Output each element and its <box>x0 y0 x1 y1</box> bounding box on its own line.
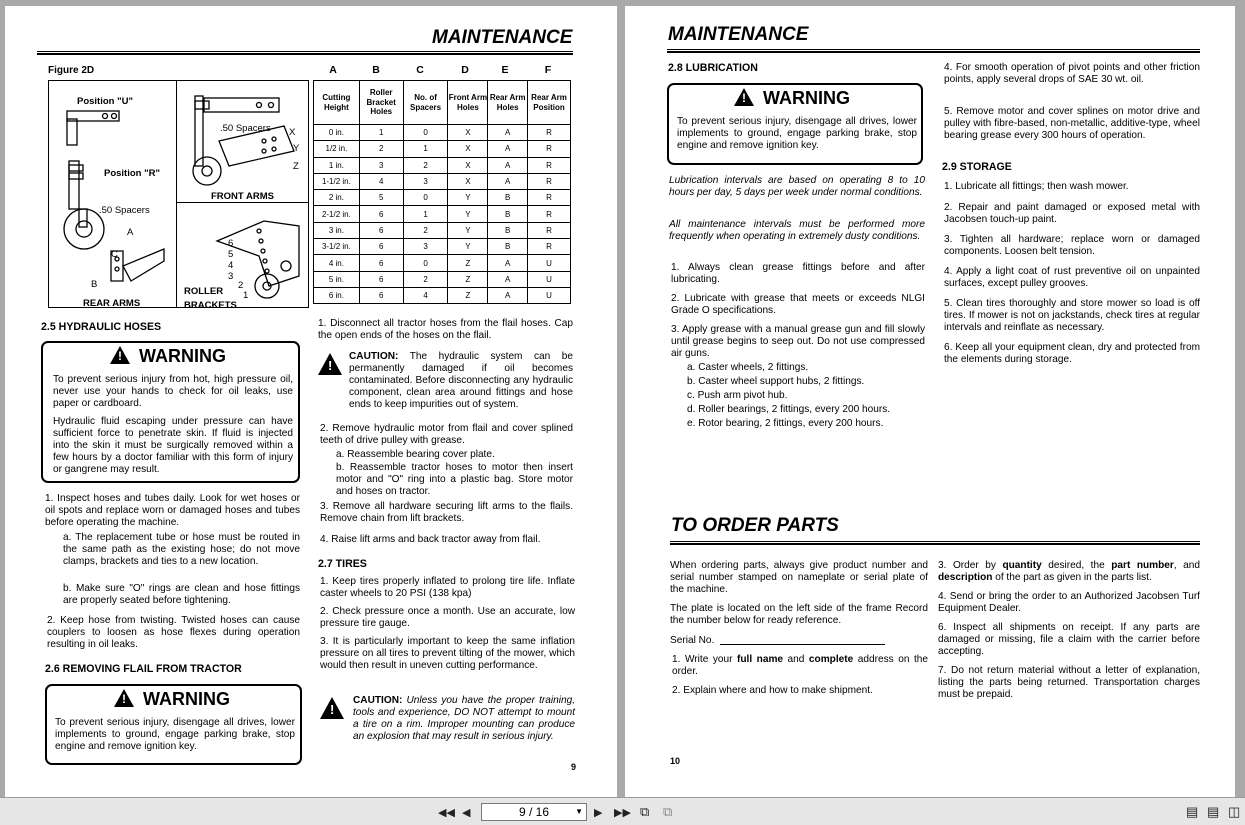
list-item: b. Caster wheel support hubs, 2 fittings. <box>687 376 865 387</box>
cutting-height-table <box>313 80 571 304</box>
label-brackets: BRACKETS <box>184 300 237 311</box>
table-cell: 3-1/2 in. <box>314 239 360 255</box>
table-cell: 4 in. <box>314 255 360 271</box>
serial-label: Serial No. <box>670 635 715 646</box>
table-cell: U <box>528 255 571 271</box>
warning-text: Hydraulic fluid escaping under pressure can have sufficient force to penetrate skin. If fluid is injected into the skin it must be surgically removed within a few hours by a doctor familiar with this form of injury or gangrene may result. <box>53 416 293 476</box>
table-cell: 3 in. <box>314 222 360 238</box>
table-cell: 6 in. <box>314 287 360 303</box>
table-cell: Z <box>448 287 488 303</box>
warning-icon <box>114 689 134 707</box>
section-2-5-title: 2.5 HYDRAULIC HOSES <box>41 321 162 333</box>
col-letter: A <box>329 64 337 76</box>
list-item: 1. Lubricate all fittings; then wash mower. <box>944 181 1129 192</box>
list-item: 2. Lubricate with grease that meets or exceeds NLGI Grade O specifications. <box>671 293 925 317</box>
list-item: b. Make sure "O" rings are clean and hose fittings are properly seated before tightening. <box>63 583 300 607</box>
warning-icon <box>110 346 130 364</box>
table-cell: Y <box>448 222 488 238</box>
list-item: c. Push arm pivot hub. <box>687 390 788 401</box>
table-row <box>314 141 571 157</box>
table-cell: R <box>528 157 571 173</box>
list-item: 4. For smooth operation of pivot points and other friction points, apply several drops of SAE 30 wt. oil. <box>944 62 1200 86</box>
list-item: 2. Remove hydraulic motor from flail and cover splined teeth of drive pulley with grease. <box>320 423 573 447</box>
table-row <box>314 239 571 255</box>
label-hole-2: 2 <box>238 280 244 291</box>
warning-text: To prevent serious injury from hot, high pressure oil, never use your hands to check for oil leaks, use paper or cardboard. <box>53 374 293 410</box>
table-cell: 1 <box>403 141 448 157</box>
table-cell: 6 <box>359 222 403 238</box>
list-item: 6. Keep all your equipment clean, dry and protected from the elements during storage. <box>944 342 1200 366</box>
label-b: B <box>91 279 98 290</box>
label-z: Z <box>293 161 299 172</box>
table-row <box>314 206 571 222</box>
list-item: 4. Apply a light coat of rust preventive oil on unpainted surfaces, except pulley grooves. <box>944 266 1200 290</box>
header-rule <box>667 49 1200 53</box>
list-item: 1. Disconnect all tractor hoses from the flail hoses. Cap the open ends of the hoses on the flail. <box>318 318 573 342</box>
table-cell: A <box>488 141 528 157</box>
paragraph: Lubrication intervals are based on operating 8 to 10 hours per day, 5 days per week under normal conditions. <box>669 175 925 199</box>
col-letter: E <box>501 64 509 76</box>
label-hole-4: 4 <box>228 260 234 271</box>
list-item: 1. Write your full name and complete address on the order. <box>672 654 928 678</box>
warning-box <box>45 684 302 765</box>
table-cell: 2 <box>403 271 448 287</box>
caution-icon <box>318 353 342 375</box>
table-cell: 0 <box>403 255 448 271</box>
table-cell: R <box>528 206 571 222</box>
list-item: 2. Keep hose from twisting. Twisted hoses can cause couplers to loosen as hose flexes during operation resulting in oil leaks. <box>47 615 300 651</box>
table-cell: 2 in. <box>314 190 360 206</box>
rotate-icon[interactable]: ⧉ <box>640 804 650 819</box>
table-cell: B <box>488 206 528 222</box>
label-hole-3: 3 <box>228 271 234 282</box>
table-cell: 4 <box>403 287 448 303</box>
list-item: 2. Explain where and how to make shipment. <box>672 685 873 696</box>
table-cell: R <box>528 125 571 141</box>
label-hole-1: 1 <box>243 290 249 301</box>
table-cell: 3 <box>403 173 448 189</box>
table-row <box>314 190 571 206</box>
paragraph: All maintenance intervals must be performed more frequently when operating in extremely dusty conditions. <box>669 219 925 243</box>
list-item: e. Rotor bearing, 2 fittings, every 200 hours. <box>687 418 884 429</box>
table-cell: B <box>488 190 528 206</box>
list-item: b. Reassemble tractor hoses to motor then insert motor and "O" ring into a plastic bag. Store motor and hoses on tractor. <box>336 462 573 498</box>
table-cell: 3 <box>359 157 403 173</box>
list-item: 7. Do not return material without a letter of explanation, listing the parts being returned. Transportation charges must be prepaid. <box>938 665 1200 701</box>
table-cell: B <box>488 239 528 255</box>
section-2-7-title: 2.7 TIRES <box>318 558 367 570</box>
section-2-6-title: 2.6 REMOVING FLAIL FROM TRACTOR <box>45 663 242 675</box>
section-2-9-title: 2.9 STORAGE <box>942 161 1012 173</box>
list-item: 3. Tighten all hardware; replace worn or damaged components. Loosen belt tension. <box>944 234 1200 258</box>
warning-title: !WARNING <box>734 88 850 109</box>
list-item: d. Roller bearings, 2 fittings, every 200 hours. <box>687 404 891 415</box>
table-cell: R <box>528 173 571 189</box>
list-item: 3. Apply grease with a manual grease gun and fill slowly until grease begins to seep out. Do not use compressed air guns. <box>671 324 925 360</box>
paragraph: When ordering parts, always give product number and serial number stamped on nameplate or serial plate of the machine. <box>670 560 928 596</box>
list-item: 1. Keep tires properly inflated to prolong tire life. Inflate caster wheels to 20 PSI (138 kpa) <box>320 576 575 600</box>
table-header: Roller Bracket Holes <box>359 81 403 125</box>
section-2-8-title: 2.8 LUBRICATION <box>668 62 758 74</box>
single-page-icon[interactable]: ▤ <box>1186 804 1199 819</box>
page-header: MAINTENANCE <box>668 24 809 45</box>
header-rule <box>670 541 1200 545</box>
table-cell: 1-1/2 in. <box>314 173 360 189</box>
table-cell: Z <box>448 271 488 287</box>
table-cell: 5 <box>359 190 403 206</box>
table-row <box>314 157 571 173</box>
viewer-toolbar <box>0 797 1245 825</box>
table-cell: 6 <box>359 206 403 222</box>
table-row <box>314 125 571 141</box>
warning-text: To prevent serious injury, disengage all drives, lower implements to ground, engage parking brake, stop engine and remove ignition key. <box>677 116 917 152</box>
table-row <box>314 222 571 238</box>
table-cell: X <box>448 157 488 173</box>
list-item: 4. Raise lift arms and back tractor away from flail. <box>320 534 541 545</box>
table-cell: 1 <box>359 125 403 141</box>
table-cell: Y <box>448 206 488 222</box>
caution-text: CAUTION: Unless you have the proper training, tools and experience, DO NOT attempt to mount a tire on a rim. Improper mounting can produce an explosion that may result in serious injury. <box>353 695 575 743</box>
label-hole-6: 6 <box>228 238 234 249</box>
table-cell: R <box>528 190 571 206</box>
table-cell: 6 <box>359 287 403 303</box>
label-c: C <box>111 249 118 260</box>
table-cell: 2 <box>403 222 448 238</box>
next-page-icon[interactable]: ▶ <box>594 807 603 819</box>
list-item: 3. Order by quantity desired, the part number, and description of the part as given in the parts list. <box>938 560 1201 584</box>
list-item: 1. Inspect hoses and tubes daily. Look for wet hoses or oil spots and replace worn or damaged hoses and tubes before operating the machine. <box>45 493 300 529</box>
label-front-arms: FRONT ARMS <box>211 191 274 202</box>
list-item: 4. Send or bring the order to an Authorized Jacobsen Turf Equipment Dealer. <box>938 591 1200 615</box>
continuous-icon[interactable]: ▤ <box>1207 804 1220 819</box>
table-cell: Z <box>448 255 488 271</box>
table-cell: X <box>448 173 488 189</box>
chevron-down-icon[interactable]: ▼ <box>575 807 583 816</box>
page-header: MAINTENANCE <box>432 27 573 48</box>
header-rule <box>37 51 573 55</box>
last-page-icon[interactable]: ▶▶ <box>614 807 631 819</box>
page-9 <box>5 6 617 797</box>
table-cell: 2-1/2 in. <box>314 206 360 222</box>
table-cell: 0 <box>403 190 448 206</box>
paragraph: The plate is located on the left side of the frame Record the number below for ready reference. <box>670 603 928 627</box>
table-cell: Y <box>448 190 488 206</box>
list-item: 6. Inspect all shipments on receipt. If any parts are damaged or missing, file a claim with the carrier before accepting. <box>938 622 1200 658</box>
table-cell: A <box>488 255 528 271</box>
table-cell: R <box>528 222 571 238</box>
table-cell: 1 <box>403 206 448 222</box>
label-a: A <box>127 227 134 238</box>
col-letter: C <box>416 64 424 76</box>
label-x: X <box>289 127 296 138</box>
label-roller: ROLLER <box>184 286 224 297</box>
list-item: a. Reassemble bearing cover plate. <box>336 449 495 460</box>
table-cell: 6 <box>359 271 403 287</box>
table-cell: X <box>448 141 488 157</box>
table-header: No. of Spacers <box>403 81 448 125</box>
label-spacers: .50 Spacers <box>220 123 271 134</box>
page-number-select[interactable]: 9 / 16 ▼ <box>481 803 587 821</box>
table-cell: A <box>488 173 528 189</box>
warning-text: To prevent serious injury, disengage all drives, lower implements to ground, engage parking brake, stop engine and remove ignition key. <box>55 717 295 753</box>
table-cell: 6 <box>359 255 403 271</box>
first-page-icon[interactable]: ◀◀ <box>438 807 455 819</box>
list-item: 5. Remove motor and cover splines on motor drive and pulley with fibre-based, non-metallic, additive-type, wheel bearing grease every 300 hours of operation. <box>944 106 1200 142</box>
table-cell: X <box>448 125 488 141</box>
table-cell: Y <box>448 239 488 255</box>
table-cell: 2 <box>403 157 448 173</box>
warning-box <box>667 83 923 165</box>
table-cell: 3 <box>403 239 448 255</box>
list-item: 3. It is particularly important to keep the same inflation pressure on all tires to prevent tilting of the mower, which would then result in uneven cutting performance. <box>320 636 575 672</box>
table-header: Rear Arm Position <box>528 81 571 125</box>
table-cell: 5 in. <box>314 271 360 287</box>
table-cell: B <box>488 222 528 238</box>
list-item: 3. Remove all hardware securing lift arms to the flails. Remove chain from lift brackets. <box>320 501 573 525</box>
table-header: Rear Arm Holes <box>488 81 528 125</box>
table-cell: A <box>488 157 528 173</box>
table-cell: 1 in. <box>314 157 360 173</box>
table-row <box>314 271 571 287</box>
label-y: Y <box>293 143 300 154</box>
warning-title: !WARNING <box>114 689 230 710</box>
page-10 <box>625 6 1235 797</box>
col-letter: F <box>544 64 552 76</box>
warning-title: !WARNING <box>110 346 226 367</box>
page-number: 9 <box>571 762 577 772</box>
table-cell: 1/2 in. <box>314 141 360 157</box>
table-cell: U <box>528 287 571 303</box>
list-item: a. Caster wheels, 2 fittings. <box>687 362 809 373</box>
table-header: Front Arm Holes <box>448 81 488 125</box>
list-item: 2. Repair and paint damaged or exposed metal with Jacobsen touch-up paint. <box>944 202 1200 226</box>
serial-blank-line <box>720 644 885 645</box>
label-hole-5: 5 <box>228 249 234 260</box>
label-position-u: Position "U" <box>77 96 133 107</box>
caution-text: CAUTION: The hydraulic system can be permanently damaged if oil becomes contaminated. Before disconnecting any hydraulic component, clean area around fittings and hose ends to keep impurities out of system. <box>349 351 573 411</box>
table-cell: R <box>528 141 571 157</box>
copy-icon[interactable]: ⧉ <box>663 804 673 819</box>
figure-2d-diagram <box>48 80 309 311</box>
warning-box <box>41 341 300 483</box>
order-parts-header: TO ORDER PARTS <box>671 515 839 536</box>
table-header: Cutting Height <box>314 81 360 125</box>
table-cell: U <box>528 271 571 287</box>
table-cell: 0 in. <box>314 125 360 141</box>
label-rear-arms: REAR ARMS <box>83 298 141 309</box>
list-item: 1. Always clean grease fittings before and after lubricating. <box>671 262 925 286</box>
warning-icon <box>734 88 754 106</box>
page-number: 10 <box>670 756 681 766</box>
caution-icon <box>320 697 344 719</box>
table-row <box>314 173 571 189</box>
label-position-r: Position "R" <box>104 168 160 179</box>
two-page-icon[interactable]: ◫ <box>1228 804 1241 819</box>
table-cell: 2 <box>359 141 403 157</box>
table-row <box>314 255 571 271</box>
prev-page-icon[interactable]: ◀ <box>462 807 471 819</box>
table-body <box>314 125 571 304</box>
table-cell: 0 <box>403 125 448 141</box>
col-letter: B <box>372 64 380 76</box>
table-cell: 4 <box>359 173 403 189</box>
list-item: 2. Check pressure once a month. Use an accurate, low pressure tire gauge. <box>320 606 575 630</box>
table-row <box>314 287 571 303</box>
col-letter: D <box>461 64 469 76</box>
table-cell: R <box>528 239 571 255</box>
table-cell: 6 <box>359 239 403 255</box>
list-item: 5. Clean tires thoroughly and store mower so load is off tires. If mower is not on jackstands, check tires at regular intervals and reinflate as necessary. <box>944 298 1200 334</box>
figure-label: Figure 2D <box>48 65 95 76</box>
table-cell: A <box>488 271 528 287</box>
list-item: a. The replacement tube or hose must be routed in the same path as the existing hose; do not move clamps, brackets and ties to a new location. <box>63 532 300 568</box>
table-cell: A <box>488 125 528 141</box>
table-cell: A <box>488 287 528 303</box>
label-spacers: .50 Spacers <box>99 205 150 216</box>
